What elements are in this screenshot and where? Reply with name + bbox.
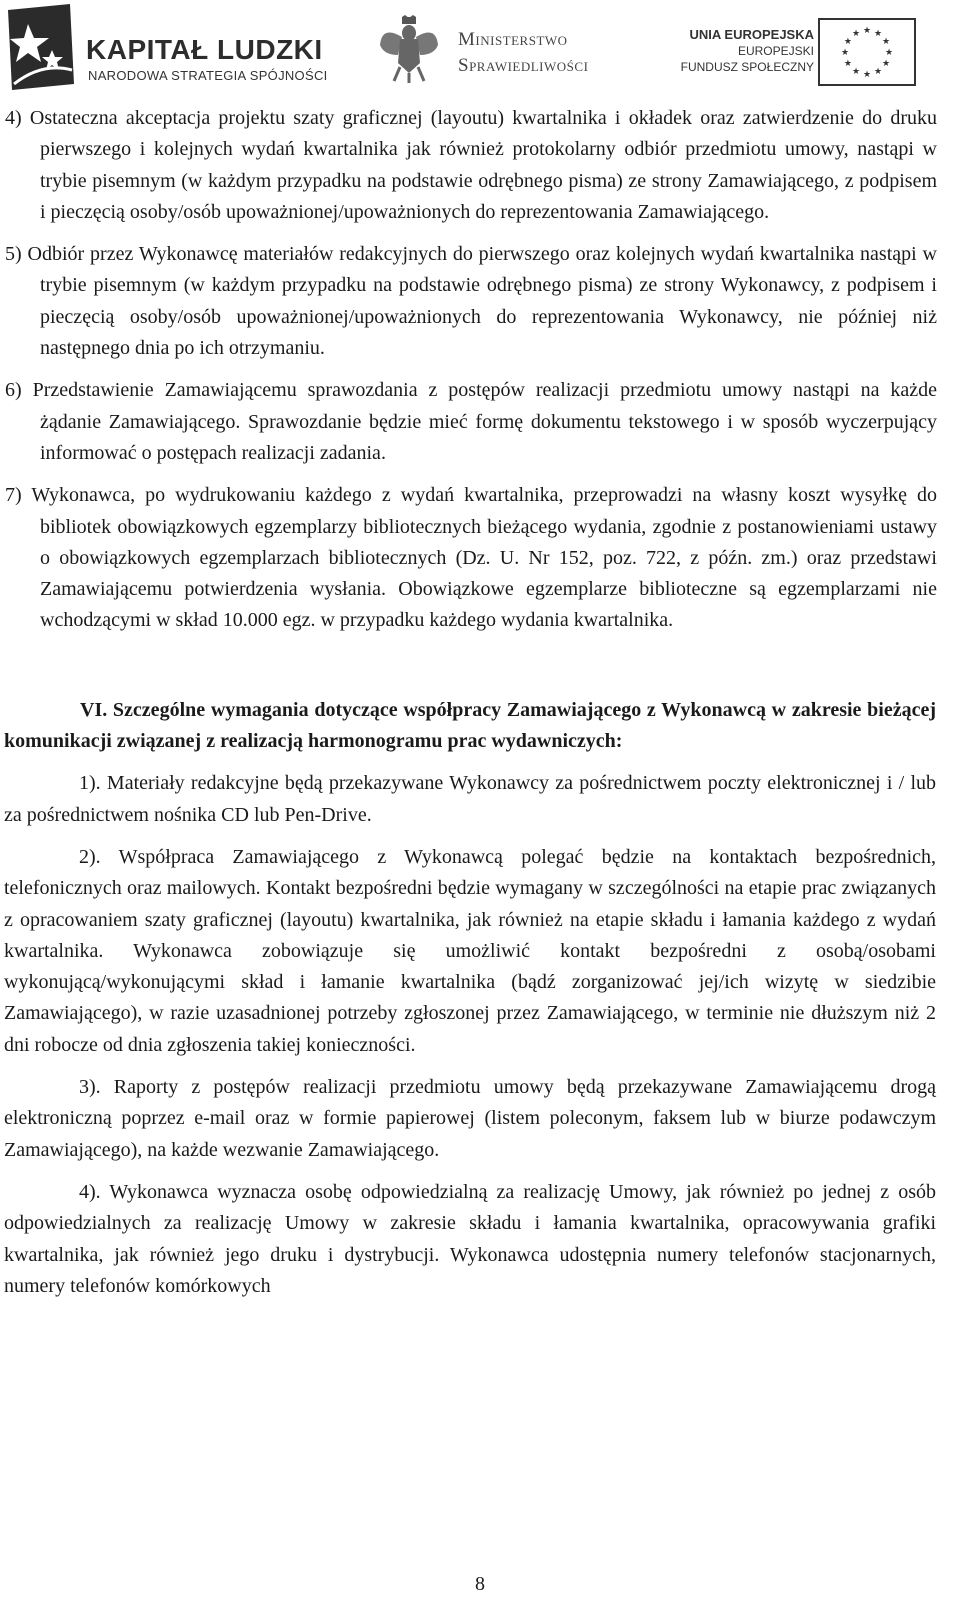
paragraph-4: 4). Wykonawca wyznacza osobę odpowiedzialną za realizację Umowy, jak również po jednej z osób odpowiedzialnych za realizację Umowy w zakresie składu i łamania kwartalnika, opracowywania grafiki kwartalnika, jak również jego druku i dystrybucji. Wykonawca udostępnia numery telefonów stacjonarnych, numery telefonów komórkowych (4, 1180, 936, 1297)
eu-line1: UNIA EUROPEJSKA (689, 27, 814, 42)
ministry-name-line2: Sprawiedliwości (458, 55, 589, 76)
document-body (0, 103, 960, 1302)
eu-star-icon: ★ (851, 28, 861, 39)
eu-star-icon: ★ (873, 67, 883, 78)
page-number: 8 (475, 1573, 485, 1595)
ministry-name-line1: Ministerstwo (458, 29, 568, 50)
paragraph-3: 3). Raporty z postępów realizacji przedmiotu umowy będą przekazywane Zamawiającemu drogą elektroniczną poprzez e-mail oraz w formie papierowej (listem poleconym, faksem lub w biurze podawczym Zamawiającego), na każde wezwanie Zamawiającego. (4, 1076, 936, 1161)
eu-star-icon: ★ (843, 59, 852, 69)
list-item-6: 6) Przedstawienie Zamawiającemu sprawozdania z postępów realizacji przedmiotu umowy nastąpi na każde żądanie Zamawiającego. Sprawozdanie będzie mieć formę dokumentu tekstowego i w sposób wyczerpujący informować o postępach realizacji zadania. (5, 379, 937, 464)
paragraph-2: 2). Współpraca Zamawiającego z Wykonawcą polegać będzie na kontaktach bezpośrednich, telefonicznych oraz mailowych. Kontakt bezpośredni będzie wymagany w szczególności na etapie prac związanych z opracowaniem szaty graficznej (layoutu) kwartalnika, jak również na etapie składu i łamania każdego z wydań kwartalnika. Wykonawca zobowiązuje się umożliwić kontakt bezpośredni z osobą/osobami wykonującą/wykonującymi skład i łamanie kwartalnika (bądź zorganizować jej/ich wizytę w siedzibie Zamawiającego), w razie uzasadnionej potrzeby zgłoszonej przez Zamawiającego, w terminie nie dłuższym niż 2 dni robocze od dnia zgłoszenia takiej konieczności. (4, 845, 936, 1056)
eu-star-icon: ★ (882, 59, 891, 69)
eu-star-icon: ★ (840, 48, 850, 58)
kapital-ludzki-emblem-icon (8, 4, 78, 90)
list-item-4: 4) Ostateczna akceptacja projektu szaty graficznej (layoutu) kwartalnika i okładek oraz zatwierdzenie do druku pierwszego i kolejnych wydań kwartalnika jak również protokolarny odbiór przedmiotu umowy, nastąpi w trybie pisemnym (w każdym przypadku na podstawie odrębnego pisma) ze strony Zamawiającego, z podpisem i pieczęcią osoby/osób upoważnionej/upoważnionych do reprezentowania Zamawiającego. (5, 107, 937, 223)
eu-star-icon: ★ (862, 70, 872, 80)
eu-line3: FUNDUSZ SPOŁECZNY (680, 60, 814, 74)
eu-star-icon: ★ (843, 37, 852, 47)
section-heading: VI. Szczególne wymagania dotyczące współpracy Zamawiającego z Wykonawcą w zakresie bieżącej komunikacji związanej z realizacją harmonogramu prac wydawniczych: (4, 698, 936, 753)
list-item-7: 7) Wykonawca, po wydrukowaniu każdego z wydań kwartalnika, przeprowadzi na własny koszt wysyłkę do bibliotek obowiązkowych egzemplarzy bibliotecznych bieżącego wydania, zgodnie z postanowieniami ustawy o obowiązkowych egzemplarzach bibliotecznych (Dz. U. Nr 152, poz. 722, z późn. zm.) oraz przedstawi Zamawiającemu potwierdzenia wysłania. Obowiązkowe egzemplarze biblioteczne są egzemplarzami nie wchodzącymi w skład 10.000 egz. w przypadku każdego wydania kwartalnika. (5, 484, 937, 632)
kapital-ludzki-subtitle: NARODOWA STRATEGIA SPÓJNOŚCI (88, 68, 328, 83)
eu-star-icon: ★ (884, 48, 894, 58)
kapital-ludzki-title: KAPITAŁ LUDZKI (86, 34, 323, 65)
eu-star-icon: ★ (882, 37, 891, 47)
eu-star-icon: ★ (862, 26, 872, 36)
eu-flag-icon (818, 18, 916, 86)
eu-text (681, 26, 814, 75)
kapital-ludzki-logo (8, 4, 338, 90)
page-header (0, 0, 960, 95)
eu-star-icon: ★ (873, 28, 883, 39)
ministry-logo (378, 15, 638, 85)
eu-logo (676, 18, 926, 88)
list-item-5: 5) Odbiór przez Wykonawcę materiałów redakcyjnych do pierwszego oraz kolejnych wydań kwartalnika nastąpi w trybie pisemnym (w każdym przypadku na podstawie odrębnego pisma) ze strony Wykonawcy, z podpisem i pieczęcią osoby/osób upoważnionej/upoważnionych do reprezentowania Wykonawcy, nie później niż następnego dnia po ich otrzymaniu. (5, 243, 937, 360)
eu-line2: EUROPEJSKI (737, 44, 814, 58)
paragraph-1: 1). Materiały redakcyjne będą przekazywane Wykonawcy za pośrednictwem poczty elektronicznej i / lub za pośrednictwem nośnika CD lub Pen-Drive. (4, 772, 936, 826)
eagle-emblem-icon (378, 15, 440, 83)
eu-star-icon: ★ (851, 67, 861, 78)
